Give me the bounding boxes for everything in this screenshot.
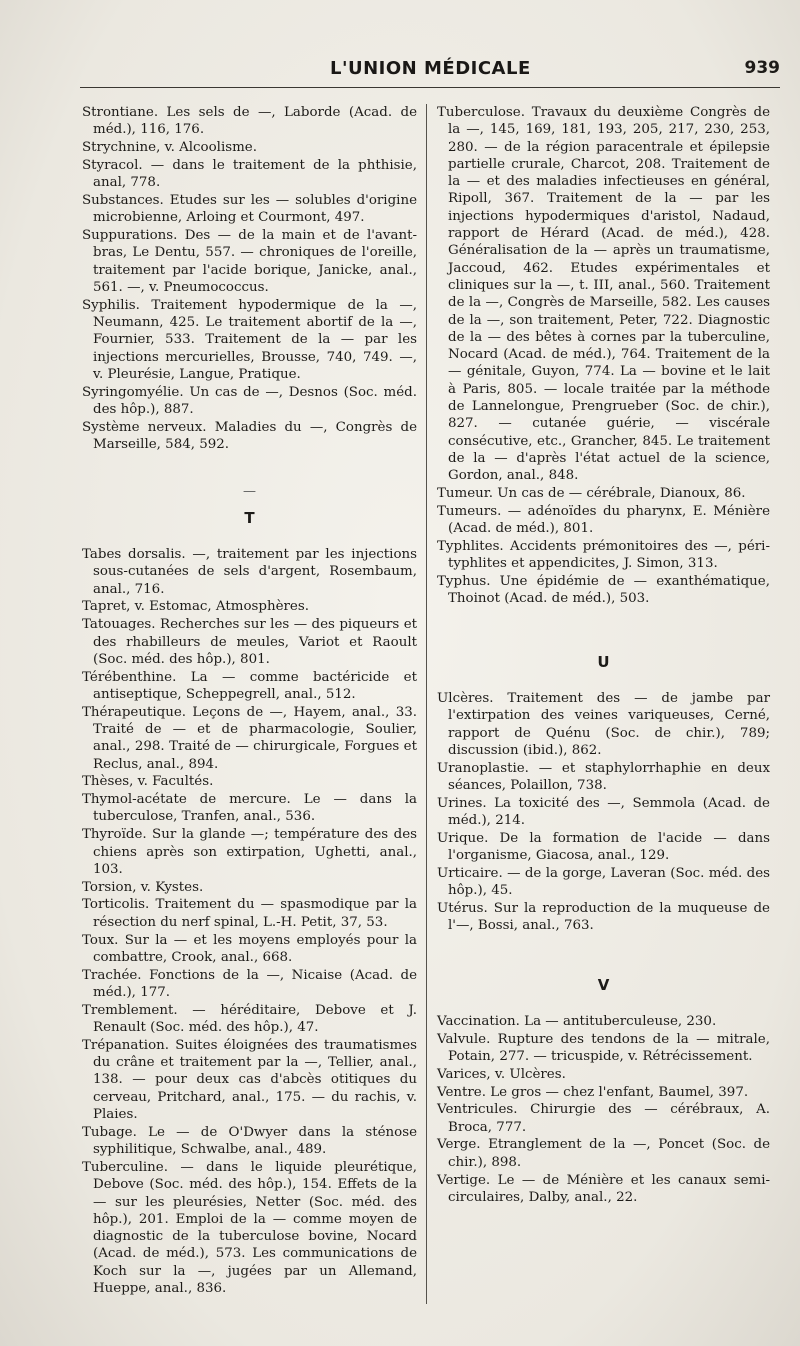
index-entry: Urines. La toxicité des —, Semmola (Acad. de méd.), 214. xyxy=(437,795,770,828)
index-entry: Ventre. Le gros — chez l'enfant, Baumel, 397. xyxy=(437,1084,749,1100)
index-entry: Varices, v. Ulcères. xyxy=(437,1066,566,1082)
index-entry: Vertige. Le — de Ménière et les canaux semi-circulaires, Dalby, anal., 22. xyxy=(437,1172,770,1205)
section-letter-v: V xyxy=(597,975,610,994)
index-entry: Système nerveux. Maladies du —, Congrès de Marseille, 584, 592. xyxy=(82,419,417,453)
index-entry: Thymol-acétate de mercure. Le — dans la tuberculose, Tranfen, anal., 536. xyxy=(82,792,417,825)
index-entry: Styracol. — dans le traitement de la phthisie, anal, 778. xyxy=(82,157,417,191)
index-entry: Tapret, v. Estomac, Atmosphères. xyxy=(82,599,309,615)
section-separator: — xyxy=(243,484,256,500)
index-entry: Syphilis. Traitement hypodermique de la —, Neumann, 425. Le traitement abortif de la —, Fournier, 533. Traitement de la — par les injections mercurielles, Brousse, 740, 749. —, v. Pleurésie, Langue, Pratique. xyxy=(82,297,417,382)
index-entry: Thérapeutique. Leçons de —, Hayem, anal., 33. Traité de — et de pharmacologie, Soulier, anal., 298. Traité de — chirurgicale, Forgues et Reclus, anal., 894. xyxy=(82,704,417,772)
index-entry: Uranoplastie. — et staphylorrhaphie en deux séances, Polaillon, 738. xyxy=(437,760,770,793)
index-entry: Thyroïde. Sur la glande —; température des des chiens après son extirpation, Ughetti, anal., 103. xyxy=(82,827,417,877)
column-divider xyxy=(426,104,427,1304)
index-entry: Thèses, v. Facultés. xyxy=(82,774,214,790)
index-entry: Toux. Sur la — et les moyens employés pour la combattre, Crook, anal., 668. xyxy=(82,932,417,965)
index-entry: Ventricules. Chirurgie des — cérébraux, A. Broca, 777. xyxy=(437,1102,770,1135)
index-entry: Tuberculose. Travaux du deuxième Congrès de la —, 145, 169, 181, 193, 205, 217, 230, 253, 280. — de la région paracentrale et épilepsie partielle crurale, Charcot, 208. Traitement de la — et des maladies infectieuses en général, Ripoll, 367. Traitement de la — par les injections hypodermiques d'aristol, Nadaud, rapport de Hérard (Acad. de méd.), 428. Généralisation de la — après un traumatisme, Jaccoud, 462. Etudes expérimentales et cliniques sur la —, t. III, anal., 560. Traitement de la —, Congrès de Marseille, 582. Les causes de la —, son traitement, Peter, 722. Diagnostic de la — des bêtes à cornes par la tuberculine, Nocard (Acad. de méd.), 764. Traitement de la — génitale, Guyon, 774. La — bovine et le lait à Paris, 805. — locale traitée par la méthode de Lannelongue, Prengrueber (Soc. de chir.), 827. — cutanée guérie, — viscérale consécutive, etc., Grancher, 845. Le traitement de la — d'après l'état actuel de la science, Gordon, anal., 848. xyxy=(437,105,770,484)
index-entry: Tuberculine. — dans le liquide pleurétique, Debove (Soc. méd. des hôp.), 154. Effets de la — sur les pleurésies, Netter (Soc. méd. des hôp.), 201. Emploi de la — comme moyen de diagnostic de la tuberculose bovine, Nocard (Acad. de méd.), 573. Les communications de Koch sur la —, jugées par un Allemand, Hueppe, anal., 836. xyxy=(82,1159,417,1296)
index-entry: Tatouages. Recherches sur les — des piqueurs et des rhabilleurs de meules, Variot et Raoult (Soc. méd. des hôp.), 801. xyxy=(82,617,417,667)
index-entry: Tumeur. Un cas de — cérébrale, Dianoux, 86. xyxy=(437,486,746,502)
index-entry: Substances. Etudes sur les — solubles d'origine microbienne, Arloing et Courmont, 497. xyxy=(82,192,417,226)
index-entry: Ulcères. Traitement des — de jambe par l'extirpation des veines variqueuses, Cerné, rapport de Quénu (Soc. de chir.), 789; discussion (ibid.), 862. xyxy=(437,690,770,758)
index-entry: Tremblement. — héréditaire, Debove et J. Renault (Soc. méd. des hôp.), 47. xyxy=(82,1002,417,1036)
header-rule xyxy=(80,87,780,88)
entries-t-continued xyxy=(437,104,770,608)
right-column xyxy=(437,104,770,1207)
index-entry: Tabes dorsalis. —, traitement par les injections sous-cutanées de sels d'argent, Rosembaum, anal., 716. xyxy=(82,547,417,597)
index-entry: Térébenthine. La — comme bactéricide et antiseptique, Scheppegrell, anal., 512. xyxy=(82,669,417,702)
index-entry: Tubage. Le — de O'Dwyer dans la sténose syphilitique, Schwalbe, anal., 489. xyxy=(82,1124,417,1158)
index-entry: Typhlites. Accidents prémonitoires des —, péri-typhlites et appendicites, J. Simon, 313. xyxy=(437,538,770,572)
index-entry: Torticolis. Traitement du — spasmodique par la résection du nerf spinal, L.-H. Petit, 37, 53. xyxy=(82,897,417,930)
index-entry: Valvule. Rupture des tendons de la — mitrale, Potain, 277. — tricuspide, v. Rétrécissement. xyxy=(437,1031,770,1064)
index-entry: Torsion, v. Kystes. xyxy=(82,879,204,895)
index-entry: Syringomyélie. Un cas de —, Desnos (Soc. méd. des hôp.), 887. xyxy=(82,384,417,418)
section-letter-u: U xyxy=(597,652,610,671)
entries-s xyxy=(82,104,417,453)
index-entry: Verge. Etranglement de la —, Poncet (Soc. de chir.), 898. xyxy=(437,1137,770,1170)
index-entry: Tumeurs. — adénoïdes du pharynx, E. Ménière (Acad. de méd.), 801. xyxy=(437,503,770,537)
left-column xyxy=(82,104,417,1298)
index-entry: Suppurations. Des — de la main et de l'avant-bras, Le Dentu, 557. — chroniques de l'oreille, traitement par l'acide borique, Janicke, anal., 561. —, v. Pneumococcus. xyxy=(82,228,417,295)
section-letter-t: T xyxy=(244,508,255,527)
entries-v xyxy=(437,1013,770,1206)
index-entry: Strychnine, v. Alcoolisme. xyxy=(82,140,257,156)
index-entry: Utérus. Sur la reproduction de la muqueuse de l'—, Bossi, anal., 763. xyxy=(437,900,770,934)
entries-t xyxy=(82,546,417,1297)
index-entry: Strontiane. Les sels de —, Laborde (Acad. de méd.), 116, 176. xyxy=(82,105,417,138)
page-number: 939 xyxy=(744,58,780,78)
page-header xyxy=(80,58,780,88)
index-entry: Vaccination. La — antituberculeuse, 230. xyxy=(437,1013,717,1029)
entries-u xyxy=(437,690,770,935)
index-entry: Urique. De la formation de l'acide — dans l'organisme, Giacosa, anal., 129. xyxy=(437,830,770,864)
index-entry: Urticaire. — de la gorge, Laveran (Soc. méd. des hôp.), 45. xyxy=(437,865,770,899)
index-entry: Trépanation. Suites éloignées des traumatismes du crâne et traitement par la —, Tellier, anal., 138. — pour deux cas d'abcès otitiques du cerveau, Pritchard, anal., 175. — du rachis, v. Plaies. xyxy=(82,1037,417,1123)
index-entry: Trachée. Fonctions de la —, Nicaise (Acad. de méd.), 177. xyxy=(82,967,417,1000)
index-entry: Typhus. Une épidémie de — exanthématique, Thoinot (Acad. de méd.), 503. xyxy=(437,574,770,607)
running-title: L'UNION MÉDICALE xyxy=(330,58,531,79)
